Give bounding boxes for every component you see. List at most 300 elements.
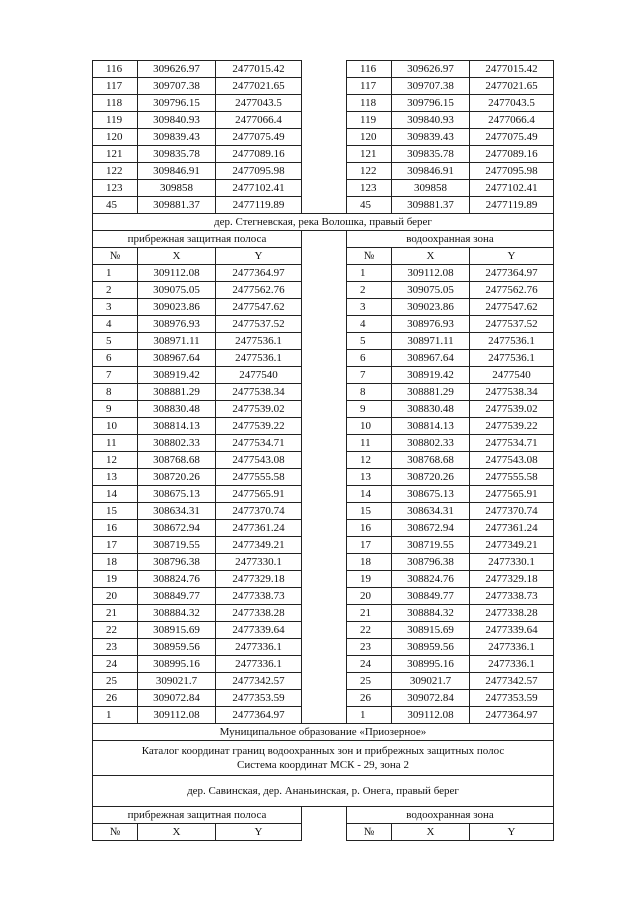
- x-value: 308849.77: [138, 588, 216, 605]
- point-number: 5: [347, 333, 392, 350]
- gap-cell: [302, 163, 347, 180]
- catalog-line-2: Система координат МСК - 29, зона 2: [237, 759, 409, 771]
- table-row: [93, 707, 554, 724]
- table-row: [93, 146, 554, 163]
- gap-cell: [302, 299, 347, 316]
- y-value: 2477021.65: [470, 78, 554, 95]
- point-number: 1: [347, 265, 392, 282]
- y-value: 2477336.1: [470, 639, 554, 656]
- point-number: 1: [93, 265, 138, 282]
- point-number: 123: [93, 180, 138, 197]
- point-number: 24: [93, 656, 138, 673]
- y-value: 2477336.1: [216, 639, 302, 656]
- y-value: 2477565.91: [216, 486, 302, 503]
- y-value: 2477066.4: [470, 112, 554, 129]
- y-value: 2477095.98: [216, 163, 302, 180]
- point-number: 21: [93, 605, 138, 622]
- table-row: [93, 316, 554, 333]
- x-value: 309839.43: [392, 129, 470, 146]
- x-value: 308849.77: [392, 588, 470, 605]
- x-value: 309112.08: [392, 707, 470, 724]
- y-value: 2477353.59: [216, 690, 302, 707]
- section-1-title: дер. Стегневская, река Волошка, правый берег: [93, 214, 554, 231]
- catalog-header: [93, 724, 554, 841]
- x-value: 308824.76: [392, 571, 470, 588]
- point-number: 9: [347, 401, 392, 418]
- y-value: 2477537.52: [216, 316, 302, 333]
- gap-cell: [302, 367, 347, 384]
- point-number: 116: [347, 61, 392, 78]
- section-2-left-title: прибрежная защитная полоса: [93, 807, 302, 824]
- gap-cell: [302, 316, 347, 333]
- x-value: 308919.42: [138, 367, 216, 384]
- point-number: 122: [93, 163, 138, 180]
- gap-cell: [302, 673, 347, 690]
- table-row: [93, 180, 554, 197]
- y-value: 2477339.64: [216, 622, 302, 639]
- x-value: 309075.05: [392, 282, 470, 299]
- point-number: 9: [93, 401, 138, 418]
- header-x: X: [392, 824, 470, 841]
- point-number: 121: [347, 146, 392, 163]
- table-row: [93, 622, 554, 639]
- x-value: 308824.76: [138, 571, 216, 588]
- point-number: 18: [347, 554, 392, 571]
- point-number: 8: [93, 384, 138, 401]
- section-1-rows: [93, 265, 554, 724]
- y-value: 2477539.02: [216, 401, 302, 418]
- x-value: 308802.33: [138, 435, 216, 452]
- y-value: 2477089.16: [470, 146, 554, 163]
- x-value: 309835.78: [138, 146, 216, 163]
- table-row: [93, 197, 554, 214]
- point-number: 118: [93, 95, 138, 112]
- header-y: Y: [470, 248, 554, 265]
- point-number: 119: [347, 112, 392, 129]
- table-row: [93, 163, 554, 180]
- x-value: 309839.43: [138, 129, 216, 146]
- point-number: 17: [347, 537, 392, 554]
- y-value: 2477364.97: [470, 707, 554, 724]
- y-value: 2477540: [470, 367, 554, 384]
- point-number: 22: [347, 622, 392, 639]
- x-value: 308802.33: [392, 435, 470, 452]
- x-value: 308995.16: [138, 656, 216, 673]
- point-number: 117: [347, 78, 392, 95]
- table-row: [93, 333, 554, 350]
- table-row: [93, 418, 554, 435]
- gap-cell: [302, 180, 347, 197]
- x-value: 308634.31: [392, 503, 470, 520]
- x-value: 308881.29: [138, 384, 216, 401]
- point-number: 3: [93, 299, 138, 316]
- y-value: 2477095.98: [470, 163, 554, 180]
- point-number: 20: [347, 588, 392, 605]
- y-value: 2477536.1: [470, 350, 554, 367]
- gap-cell: [302, 554, 347, 571]
- y-value: 2477066.4: [216, 112, 302, 129]
- y-value: 2477547.62: [216, 299, 302, 316]
- table-row: [93, 690, 554, 707]
- y-value: 2477364.97: [470, 265, 554, 282]
- point-number: 19: [347, 571, 392, 588]
- point-number: 20: [93, 588, 138, 605]
- y-value: 2477353.59: [470, 690, 554, 707]
- y-value: 2477330.1: [216, 554, 302, 571]
- table-row: [93, 95, 554, 112]
- table-row: [93, 656, 554, 673]
- x-value: 308814.13: [138, 418, 216, 435]
- x-value: 309835.78: [392, 146, 470, 163]
- x-value: 308675.13: [392, 486, 470, 503]
- point-number: 23: [93, 639, 138, 656]
- x-value: 308884.32: [392, 605, 470, 622]
- x-value: 309021.7: [392, 673, 470, 690]
- x-value: 309112.08: [392, 265, 470, 282]
- point-number: 5: [93, 333, 138, 350]
- point-number: 10: [93, 418, 138, 435]
- table-row: [93, 571, 554, 588]
- table-row: [93, 265, 554, 282]
- x-value: 309796.15: [392, 95, 470, 112]
- y-value: 2477338.73: [470, 588, 554, 605]
- point-number: 16: [93, 520, 138, 537]
- gap-cell: [302, 333, 347, 350]
- table-row: [93, 61, 554, 78]
- x-value: 309796.15: [138, 95, 216, 112]
- y-value: 2477329.18: [216, 571, 302, 588]
- gap-cell: [302, 197, 347, 214]
- gap-cell: [302, 418, 347, 435]
- x-value: 309881.37: [138, 197, 216, 214]
- table-row: [93, 435, 554, 452]
- y-value: 2477329.18: [470, 571, 554, 588]
- gap-cell: [302, 146, 347, 163]
- y-value: 2477543.08: [216, 452, 302, 469]
- point-number: 21: [347, 605, 392, 622]
- gap-cell: [302, 231, 347, 248]
- table-row: [93, 486, 554, 503]
- point-number: 1: [347, 707, 392, 724]
- gap-cell: [302, 503, 347, 520]
- y-value: 2477330.1: [470, 554, 554, 571]
- point-number: 2: [347, 282, 392, 299]
- header-num: №: [93, 824, 138, 841]
- x-value: 308672.94: [138, 520, 216, 537]
- y-value: 2477370.74: [216, 503, 302, 520]
- header-y: Y: [216, 248, 302, 265]
- x-value: 308971.11: [392, 333, 470, 350]
- table-row: [93, 384, 554, 401]
- point-number: 120: [347, 129, 392, 146]
- y-value: 2477555.58: [216, 469, 302, 486]
- header-x: X: [138, 248, 216, 265]
- y-value: 2477538.34: [216, 384, 302, 401]
- gap-cell: [302, 537, 347, 554]
- x-value: 308768.68: [392, 452, 470, 469]
- y-value: 2477102.41: [216, 180, 302, 197]
- x-value: 308959.56: [138, 639, 216, 656]
- gap-cell: [302, 350, 347, 367]
- section-2-title: дер. Савинская, дер. Ананьинская, р. Онега, правый берег: [93, 776, 554, 807]
- y-value: 2477102.41: [470, 180, 554, 197]
- x-value: 308967.64: [392, 350, 470, 367]
- x-value: 309846.91: [138, 163, 216, 180]
- x-value: 308971.11: [138, 333, 216, 350]
- x-value: 308830.48: [138, 401, 216, 418]
- point-number: 25: [347, 673, 392, 690]
- section-1-left-title: прибрежная защитная полоса: [93, 231, 302, 248]
- point-number: 8: [347, 384, 392, 401]
- table-row: [93, 401, 554, 418]
- table-row: [93, 350, 554, 367]
- header-x: X: [138, 824, 216, 841]
- x-value: 309072.84: [138, 690, 216, 707]
- y-value: 2477349.21: [216, 537, 302, 554]
- y-value: 2477089.16: [216, 146, 302, 163]
- x-value: 308720.26: [138, 469, 216, 486]
- point-number: 117: [93, 78, 138, 95]
- point-number: 13: [93, 469, 138, 486]
- x-value: 308967.64: [138, 350, 216, 367]
- point-number: 122: [347, 163, 392, 180]
- point-number: 19: [93, 571, 138, 588]
- gap-cell: [302, 656, 347, 673]
- gap-cell: [302, 622, 347, 639]
- gap-cell: [302, 571, 347, 588]
- y-value: 2477349.21: [470, 537, 554, 554]
- y-value: 2477342.57: [470, 673, 554, 690]
- x-value: 308976.93: [138, 316, 216, 333]
- table-row: [93, 78, 554, 95]
- x-value: 308672.94: [392, 520, 470, 537]
- x-value: 308720.26: [392, 469, 470, 486]
- y-value: 2477336.1: [216, 656, 302, 673]
- x-value: 308959.56: [392, 639, 470, 656]
- y-value: 2477536.1: [470, 333, 554, 350]
- y-value: 2477540: [216, 367, 302, 384]
- x-value: 309840.93: [138, 112, 216, 129]
- point-number: 45: [347, 197, 392, 214]
- gap-cell: [302, 520, 347, 537]
- x-value: 308796.38: [392, 554, 470, 571]
- municipality-title: Муниципальное образование «Приозерное»: [93, 724, 554, 741]
- catalog-line-1: Каталог координат границ водоохранных зон и прибрежных защитных полос: [141, 745, 505, 757]
- x-value: 309112.08: [138, 265, 216, 282]
- table-row: [93, 112, 554, 129]
- gap-cell: [302, 112, 347, 129]
- gap-cell: [302, 61, 347, 78]
- point-number: 11: [93, 435, 138, 452]
- section-1-right-title: водоохранная зона: [347, 231, 554, 248]
- point-number: 11: [347, 435, 392, 452]
- x-value: 308919.42: [392, 367, 470, 384]
- point-number: 4: [347, 316, 392, 333]
- point-number: 22: [93, 622, 138, 639]
- x-value: 309075.05: [138, 282, 216, 299]
- x-value: 309072.84: [392, 690, 470, 707]
- header-num: №: [347, 824, 392, 841]
- y-value: 2477543.08: [470, 452, 554, 469]
- table-row: [93, 554, 554, 571]
- table-row: [93, 282, 554, 299]
- point-number: 2: [93, 282, 138, 299]
- gap-cell: [302, 690, 347, 707]
- gap-cell: [302, 401, 347, 418]
- point-number: 24: [347, 656, 392, 673]
- y-value: 2477119.89: [470, 197, 554, 214]
- gap-cell: [302, 265, 347, 282]
- point-number: 4: [93, 316, 138, 333]
- gap-cell: [302, 452, 347, 469]
- y-value: 2477555.58: [470, 469, 554, 486]
- point-number: 118: [347, 95, 392, 112]
- table-row: [93, 469, 554, 486]
- gap-cell: [302, 486, 347, 503]
- point-number: 121: [93, 146, 138, 163]
- x-value: 308796.38: [138, 554, 216, 571]
- table-row: [93, 367, 554, 384]
- point-number: 13: [347, 469, 392, 486]
- point-number: 12: [347, 452, 392, 469]
- y-value: 2477534.71: [216, 435, 302, 452]
- gap-cell: [302, 824, 347, 841]
- y-value: 2477342.57: [216, 673, 302, 690]
- point-number: 15: [347, 503, 392, 520]
- point-number: 25: [93, 673, 138, 690]
- section-2-right-title: водоохранная зона: [347, 807, 554, 824]
- x-value: 308884.32: [138, 605, 216, 622]
- x-value: 309707.38: [392, 78, 470, 95]
- gap-cell: [302, 707, 347, 724]
- point-number: 26: [347, 690, 392, 707]
- header-y: Y: [470, 824, 554, 841]
- point-number: 119: [93, 112, 138, 129]
- y-value: 2477119.89: [216, 197, 302, 214]
- y-value: 2477338.73: [216, 588, 302, 605]
- y-value: 2477364.97: [216, 265, 302, 282]
- x-value: 309881.37: [392, 197, 470, 214]
- x-value: 309858: [138, 180, 216, 197]
- x-value: 309626.97: [138, 61, 216, 78]
- coordinates-table: [92, 60, 554, 841]
- y-value: 2477338.28: [470, 605, 554, 622]
- gap-cell: [302, 469, 347, 486]
- header-x: X: [392, 248, 470, 265]
- y-value: 2477370.74: [470, 503, 554, 520]
- y-value: 2477338.28: [216, 605, 302, 622]
- gap-cell: [302, 78, 347, 95]
- coordinates-sheet: [92, 60, 553, 841]
- x-value: 309626.97: [392, 61, 470, 78]
- y-value: 2477539.02: [470, 401, 554, 418]
- y-value: 2477534.71: [470, 435, 554, 452]
- point-number: 23: [347, 639, 392, 656]
- x-value: 308719.55: [138, 537, 216, 554]
- point-number: 45: [93, 197, 138, 214]
- x-value: 309023.86: [392, 299, 470, 316]
- y-value: 2477364.97: [216, 707, 302, 724]
- y-value: 2477536.1: [216, 333, 302, 350]
- x-value: 309846.91: [392, 163, 470, 180]
- y-value: 2477539.22: [216, 418, 302, 435]
- table-row: [93, 299, 554, 316]
- y-value: 2477043.5: [470, 95, 554, 112]
- gap-cell: [302, 588, 347, 605]
- y-value: 2477538.34: [470, 384, 554, 401]
- point-number: 123: [347, 180, 392, 197]
- gap-cell: [302, 129, 347, 146]
- x-value: 309840.93: [392, 112, 470, 129]
- gap-cell: [302, 807, 347, 824]
- x-value: 308634.31: [138, 503, 216, 520]
- point-number: 120: [93, 129, 138, 146]
- y-value: 2477075.49: [216, 129, 302, 146]
- point-number: 16: [347, 520, 392, 537]
- x-value: 308768.68: [138, 452, 216, 469]
- x-value: 308995.16: [392, 656, 470, 673]
- x-value: 309707.38: [138, 78, 216, 95]
- point-number: 10: [347, 418, 392, 435]
- x-value: 308814.13: [392, 418, 470, 435]
- x-value: 309023.86: [138, 299, 216, 316]
- catalog-title: [93, 741, 554, 776]
- y-value: 2477339.64: [470, 622, 554, 639]
- table-row: [93, 673, 554, 690]
- x-value: 308915.69: [138, 622, 216, 639]
- table-row: [93, 639, 554, 656]
- y-value: 2477021.65: [216, 78, 302, 95]
- table-row: [93, 605, 554, 622]
- x-value: 309112.08: [138, 707, 216, 724]
- x-value: 309858: [392, 180, 470, 197]
- x-value: 308830.48: [392, 401, 470, 418]
- point-number: 6: [93, 350, 138, 367]
- point-number: 14: [93, 486, 138, 503]
- y-value: 2477043.5: [216, 95, 302, 112]
- y-value: 2477015.42: [470, 61, 554, 78]
- point-number: 7: [347, 367, 392, 384]
- y-value: 2477361.24: [470, 520, 554, 537]
- y-value: 2477336.1: [470, 656, 554, 673]
- point-number: 1: [93, 707, 138, 724]
- gap-cell: [302, 639, 347, 656]
- y-value: 2477536.1: [216, 350, 302, 367]
- table-row: [93, 588, 554, 605]
- x-value: 308675.13: [138, 486, 216, 503]
- point-number: 12: [93, 452, 138, 469]
- x-value: 308915.69: [392, 622, 470, 639]
- x-value: 308976.93: [392, 316, 470, 333]
- gap-cell: [302, 282, 347, 299]
- y-value: 2477565.91: [470, 486, 554, 503]
- x-value: 308881.29: [392, 384, 470, 401]
- section-1: [93, 214, 554, 265]
- gap-cell: [302, 384, 347, 401]
- y-value: 2477562.76: [216, 282, 302, 299]
- table-row: [93, 129, 554, 146]
- table-row: [93, 537, 554, 554]
- header-y: Y: [216, 824, 302, 841]
- point-number: 7: [93, 367, 138, 384]
- y-value: 2477361.24: [216, 520, 302, 537]
- header-num: №: [93, 248, 138, 265]
- y-value: 2477537.52: [470, 316, 554, 333]
- table-row: [93, 520, 554, 537]
- point-number: 6: [347, 350, 392, 367]
- y-value: 2477539.22: [470, 418, 554, 435]
- x-value: 308719.55: [392, 537, 470, 554]
